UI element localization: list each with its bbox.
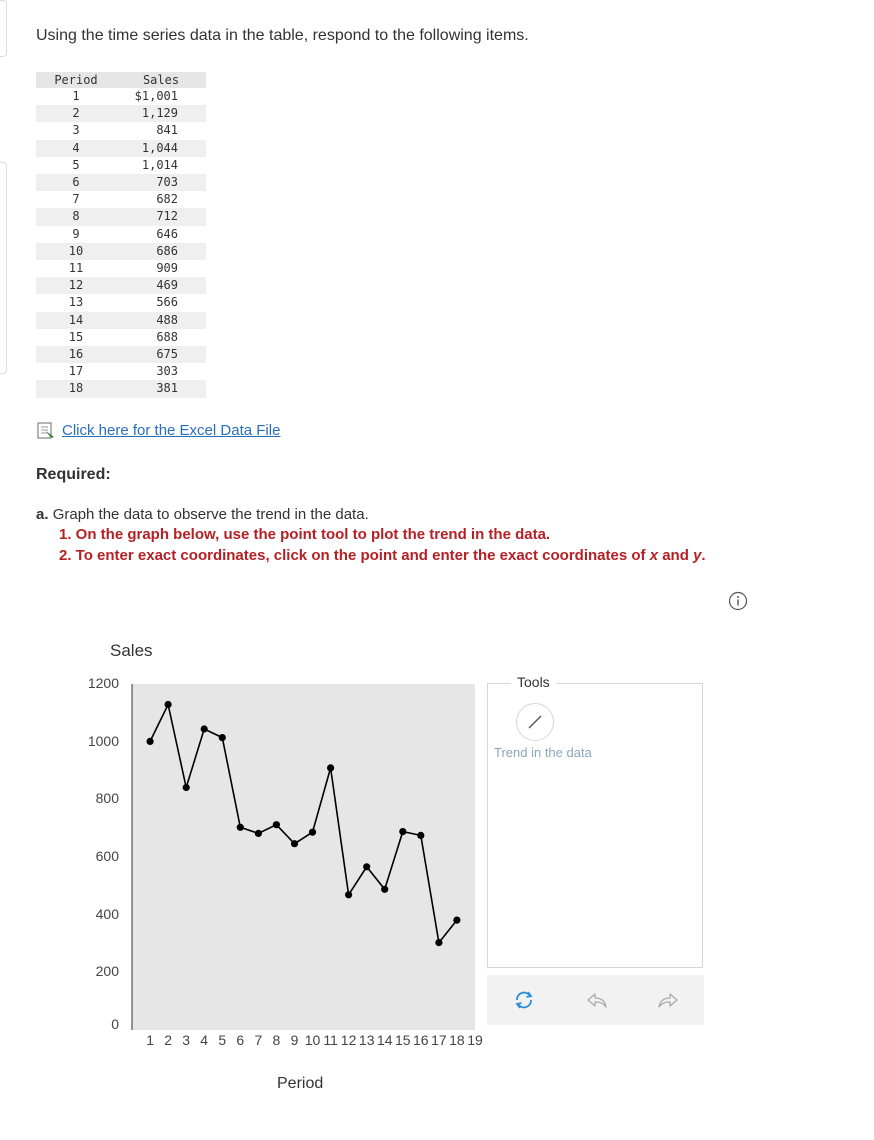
sales-cell: 1,044 [116,140,206,157]
x-tick-label: 14 [376,1032,393,1048]
table-row [36,226,206,243]
data-point [417,832,424,839]
table-header-row [36,72,206,88]
x-tick-label: 16 [413,1032,429,1048]
reset-button[interactable] [511,987,537,1013]
excel-data-link[interactable] [36,422,280,439]
y-axis-title: Sales [110,641,153,660]
question-a-prefix: a. [36,506,49,523]
undo-button[interactable] [584,987,610,1013]
sales-cell: $1,001 [134,89,178,103]
period-cell: 9 [72,226,80,241]
reset-icon [512,988,536,1012]
sales-cell: 469 [116,277,206,294]
table-row [36,294,206,311]
step2-and: and [658,547,694,564]
data-point [435,939,442,946]
data-point [363,863,370,870]
sales-cell: 841 [156,123,178,138]
info-icon[interactable] [728,591,748,611]
data-point [327,764,334,771]
table-row [36,88,206,105]
x-tick-label: 18 [449,1032,465,1048]
period-cell: 11 [68,261,84,276]
instruction-step-2 [59,547,706,564]
table-row [36,380,206,397]
redo-icon [656,988,680,1012]
point-tool-button[interactable] [516,703,554,741]
x-tick-label: 12 [340,1032,357,1048]
step2-y: y [693,547,702,564]
period-cell: 3 [72,123,80,138]
period-cell: 12 [36,277,116,294]
sales-cell: 303 [156,364,178,379]
y-tick-label: 800 [95,790,119,807]
instruction-step-1: 1. On the graph below, use the point tool to plot the trend in the data. [59,526,551,543]
sales-cell: 1,014 [141,157,178,172]
header-period: Period [36,72,116,88]
left-frame-edge-1 [0,0,7,57]
period-cell: 16 [36,346,116,363]
period-cell: 8 [36,208,116,225]
data-point [291,840,298,847]
x-tick-label: 10 [304,1032,321,1048]
x-tick-label: 11 [323,1032,338,1048]
x-tick-label: 17 [431,1032,447,1048]
y-tick-label: 200 [95,963,119,980]
data-point [399,828,406,835]
point-tool-label[interactable]: Trend in the data [494,745,592,760]
sales-cell: 381 [116,380,206,397]
table-row [36,243,206,260]
sales-chart[interactable] [120,660,490,1050]
x-tick-label: 9 [290,1032,299,1048]
question-a-text: Graph the data to observe the trend in the data. [52,506,369,523]
y-tick-label: 0 [111,1016,119,1032]
redo-button[interactable] [655,987,681,1013]
y-tick-label: 600 [95,848,119,864]
sales-cell: 909 [156,261,178,276]
table-row [36,329,206,346]
data-point [345,891,352,898]
x-tick-label: 3 [182,1032,191,1048]
excel-link-label: Click here for the Excel Data File [62,422,281,439]
table-row [36,363,206,380]
sales-cell: 646 [156,226,178,241]
x-tick-label: 8 [272,1032,281,1048]
period-cell: 13 [68,295,84,310]
data-point [255,830,262,837]
x-tick-label: 6 [236,1032,245,1048]
x-tick-label: 5 [218,1032,227,1048]
table-row [36,191,206,208]
sales-cell: 675 [116,346,206,363]
period-cell: 4 [36,140,116,157]
line-tool-icon [526,713,544,731]
y-tick-label: 1000 [87,732,119,749]
sales-cell: 1,129 [116,105,206,122]
data-point [309,829,316,836]
data-point [165,701,172,708]
plot-area [132,684,475,1030]
question-a [36,506,369,523]
x-axis-title: Period [277,1075,324,1092]
table-row [36,277,206,294]
data-point [273,821,280,828]
x-tick-label: 13 [358,1032,375,1048]
x-tick-label: 7 [254,1032,263,1048]
period-cell: 15 [68,329,84,344]
sales-cell: 688 [156,329,178,344]
tools-title: Tools [511,674,556,690]
data-point [237,824,244,831]
step2-x: x [649,547,659,564]
period-cell: 7 [72,192,80,207]
sales-cell: 682 [156,192,178,207]
table-row [36,260,206,277]
data-point [147,738,154,745]
y-tick-label: 400 [95,905,119,922]
data-point [381,886,388,893]
period-cell: 2 [36,105,116,122]
data-point [201,725,208,732]
table-row [36,105,206,122]
table-row [36,122,206,139]
x-tick-label: 2 [164,1032,172,1048]
period-cell: 5 [72,157,80,172]
data-point [453,917,460,924]
x-tick-label: 4 [200,1032,209,1048]
sales-cell: 488 [116,312,206,329]
step2-text: 2. To enter exact coordinates, click on the point and enter the exact coordinates of [59,547,650,564]
step2-end: . [701,547,706,564]
data-point [183,784,190,791]
y-tick-label: 1200 [87,675,119,691]
period-cell: 14 [36,312,116,329]
table-row [36,174,206,191]
period-cell: 6 [36,174,116,191]
table-row [36,346,206,363]
header-sales: Sales [116,72,206,88]
table-row [36,140,206,157]
data-point [219,734,226,741]
table-row [36,208,206,225]
intro-text: Using the time series data in the table, respond to the following items. [36,27,529,44]
period-cell: 10 [36,243,116,260]
period-cell: 1 [72,89,80,103]
sales-cell: 703 [116,174,206,191]
x-tick-label: 19 [467,1032,483,1048]
period-cell: 18 [36,380,116,397]
time-series-table [36,72,206,398]
undo-icon [585,988,609,1012]
required-heading: Required: [36,466,111,483]
left-frame-edge-2 [0,162,7,374]
sales-cell: 686 [116,243,206,260]
x-tick-label: 15 [395,1032,411,1048]
x-tick-label: 1 [146,1032,154,1048]
excel-file-icon [36,422,56,439]
sales-cell: 712 [116,208,206,225]
period-cell: 17 [68,364,84,379]
table-row [36,312,206,329]
table-row [36,157,206,174]
sales-cell: 566 [156,295,178,310]
